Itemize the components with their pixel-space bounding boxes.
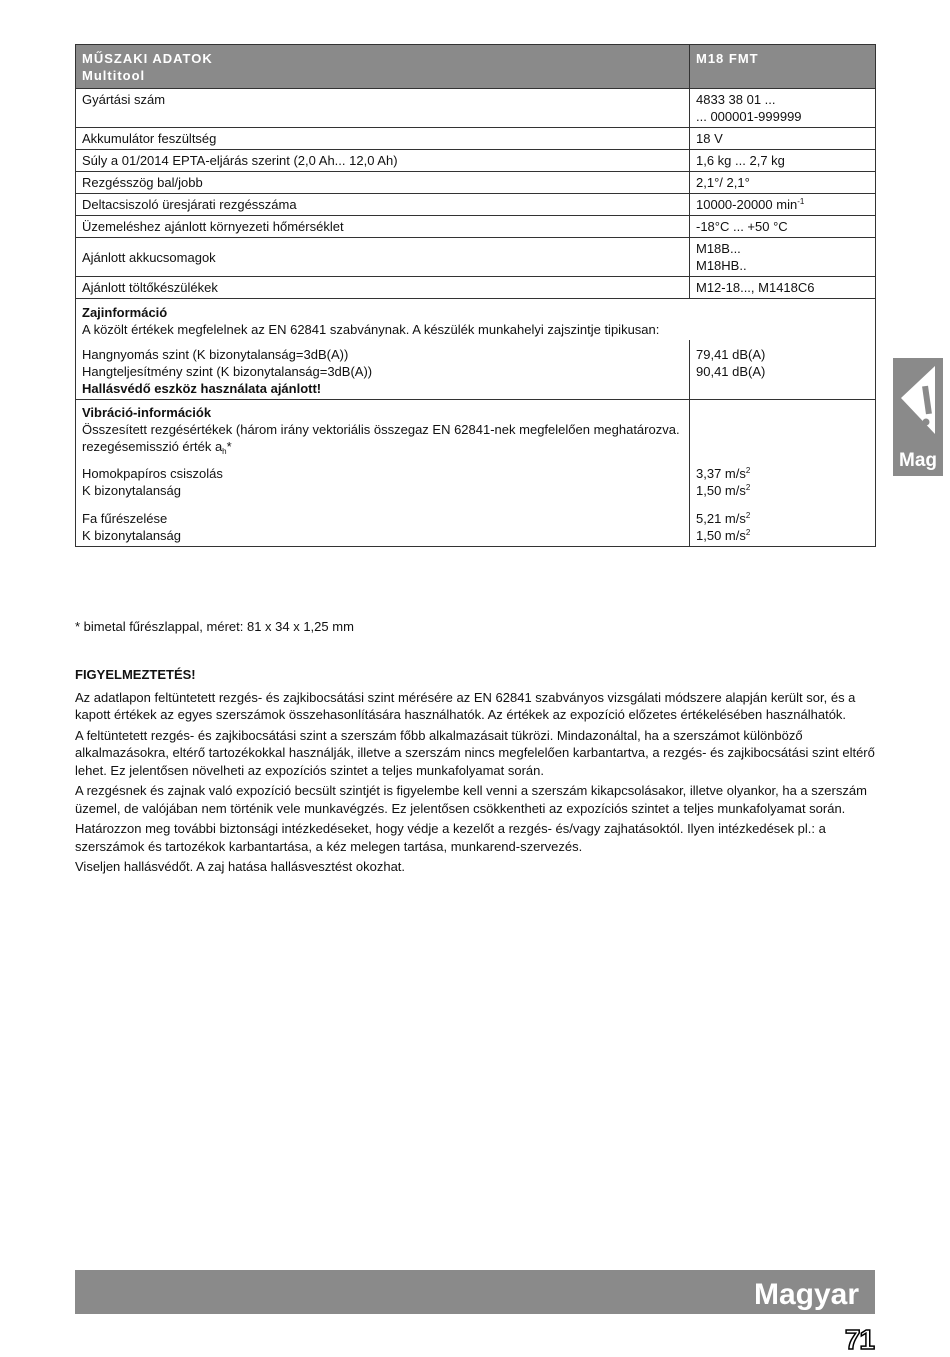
sawing-k-label: K bizonytalanság: [82, 528, 182, 543]
footer-language: Magyar: [753, 1278, 859, 1311]
noise-labels-cell: [76, 340, 690, 400]
table-row: [76, 89, 876, 128]
row-label: Súly a 01/2014 EPTA-eljárás szerint (2,0 Ah... 12,0 Ah): [76, 150, 690, 172]
row-value-line: 4833 38 01 ...: [696, 92, 776, 107]
row-value: 1,6 kg ... 2,7 kg: [690, 150, 876, 172]
row-label: Ajánlott töltőkészülékek: [76, 277, 690, 299]
warning-paragraph: Viseljen hallásvédőt. A zaj hatása hallásvesztést okozhat.: [75, 859, 406, 874]
row-value-exponent: -1: [797, 197, 805, 206]
row-value-text: 10000-20000 min: [696, 197, 798, 212]
vibration-sawing-row: [76, 501, 876, 547]
sawing-label: Fa fűrészelése: [82, 511, 168, 526]
row-label: Gyártási szám: [76, 89, 690, 128]
warning-triangle-icon: [898, 364, 938, 444]
warning-title: FIGYELMEZTETÉS!: [75, 667, 196, 682]
hearing-protection-warning: Hallásvédő eszköz használata ajánlott!: [82, 381, 322, 396]
vibration-sanding-row: [76, 457, 876, 501]
vibration-intro-empty: [690, 400, 876, 458]
sanding-k-value: 1,50 $m/s^2$: [696, 483, 751, 498]
row-value-line: M18HB..: [696, 258, 747, 273]
footnote: * bimetal fűrészlappal, méret: 81 x 34 x 1,25 mm: [75, 619, 354, 634]
row-label: Ajánlott akkucsomagok: [76, 238, 690, 277]
noise-pressure-value: 79,41 dB(A): [696, 347, 766, 362]
row-value: [690, 238, 876, 277]
sanding-labels: [76, 457, 690, 501]
sawing-values: [690, 501, 876, 547]
warning-paragraph: A feltüntetett rezgés- és zajkibocsátási szint a szerszám főbb alkalmazásait tükrözi. Mindazonáltal, ha a szerszámot különböző alkalmazásokra, eltérő tartozékokkal használják, illetve a szerszám nincs megfelelően karbantartva, a rezgés- és zajkibocsátási szint eltérő lehet. Ez jelentősen növelheti az expozíciós szintet a teljes munkafolyamat során.: [75, 727, 875, 778]
row-value: 2,1°/ 2,1°: [690, 172, 876, 194]
vibration-title: Vibráció-információk: [82, 405, 212, 420]
vibration-intro-row: [76, 400, 876, 458]
language-side-tab: [893, 358, 943, 476]
sanding-label: Homokpapíros csiszolás: [82, 466, 223, 481]
row-label: Rezgésszög bal/jobb: [76, 172, 690, 194]
table-row: [76, 128, 876, 150]
sanding-values: [690, 457, 876, 501]
footer-language-bar: [75, 1270, 875, 1314]
side-tab-label: Mag: [899, 450, 937, 471]
row-label: Akkumulátor feszültség: [76, 128, 690, 150]
sanding-value: 3,37 $m/s^2$: [696, 466, 751, 481]
noise-intro-cell: [76, 299, 876, 341]
technical-data-table: [75, 44, 876, 547]
row-label: Deltacsiszoló üresjárati rezgésszáma: [76, 194, 690, 216]
row-value-line: ... 000001-999999: [696, 109, 802, 124]
page-number: 71: [844, 1324, 874, 1355]
sawing-labels: [76, 501, 690, 547]
noise-title: Zajinformáció: [82, 305, 168, 320]
noise-intro-row: [76, 299, 876, 341]
noise-power-value: 90,41 dB(A): [696, 364, 766, 379]
table-header-title: MŰSZAKI ADATOK: [82, 51, 213, 66]
vibration-intro: Összesített rezgésértékek (három irány vektoriális összegaz EN 62841-nek megfelelően meghatározva.: [82, 422, 680, 437]
noise-values-row: [76, 340, 876, 400]
vibration-intro-cell: [76, 400, 690, 458]
sanding-k-label: K bizonytalanság: [82, 483, 182, 498]
table-row: [76, 216, 876, 238]
row-value: 18 V: [690, 128, 876, 150]
noise-intro: A közölt értékek megfelelnek az EN 62841 szabványnak. A készülék munkahelyi zajszintje tipikusan:: [82, 322, 660, 337]
noise-values-cell: [690, 340, 876, 400]
table-row: [76, 238, 876, 277]
table-row: [76, 172, 876, 194]
warning-paragraph: Az adatlapon feltüntetett rezgés- és zajkibocsátási szint mérésére az EN 62841 szabványos vizsgálati módszere alapján került sor, és a kapott értékek az egyes szerszámok összehasonlítására használhatók. Az értékek az expozíció előzetes értékelésében használhatók.: [75, 689, 856, 722]
row-label: Üzemeléshez ajánlott környezeti hőmérséklet: [76, 216, 690, 238]
warning-paragraph: Határozzon meg további biztonsági intézkedéseket, hogy védje a kezelőt a rezgés- és/vagy zajhatásoktól. Ilyen intézkedések pl.: a szerszámok és tartozékok karbantartása, a kéz melegen tartása, munkarend-szervezés.: [75, 821, 826, 854]
table-row: [76, 277, 876, 299]
sawing-k-value: 1,50 $m/s^2$: [696, 528, 751, 543]
row-value: [690, 194, 876, 216]
vibration-emission-label: rezegésemisszió érték $a_h*$: [82, 439, 232, 456]
noise-pressure-label: Hangnyomás szint (K bizonytalanság=3dB(A)): [82, 347, 349, 362]
table-header-subtitle: Multitool: [82, 68, 146, 83]
warning-section: [75, 666, 875, 879]
warning-paragraph: A rezgésnek és zajnak való expozíció becsült szintjét is figyelembe kell venni a szerszám kikapcsolásakor, illetve olyankor, ha a szerszám üzemel, de valójában nem történik vele munkavégzés. Ez jelentősen csökkentheti az expozíciós szintet a teljes munkafolyamat során.: [75, 783, 867, 816]
row-value: M12-18..., M1418C6: [690, 277, 876, 299]
row-value: -18°C ... +50 °C: [690, 216, 876, 238]
table-row: [76, 150, 876, 172]
table-header-model: M18 FMT: [690, 45, 876, 89]
table-row: [76, 194, 876, 216]
table-header-title-cell: [76, 45, 690, 89]
sawing-value: 5,21 $m/s^2$: [696, 511, 751, 526]
table-header-row: [76, 45, 876, 89]
row-value: [690, 89, 876, 128]
row-value-line: M18B...: [696, 241, 741, 256]
noise-power-label: Hangteljesítmény szint (K bizonytalanság=3dB(A)): [82, 364, 373, 379]
